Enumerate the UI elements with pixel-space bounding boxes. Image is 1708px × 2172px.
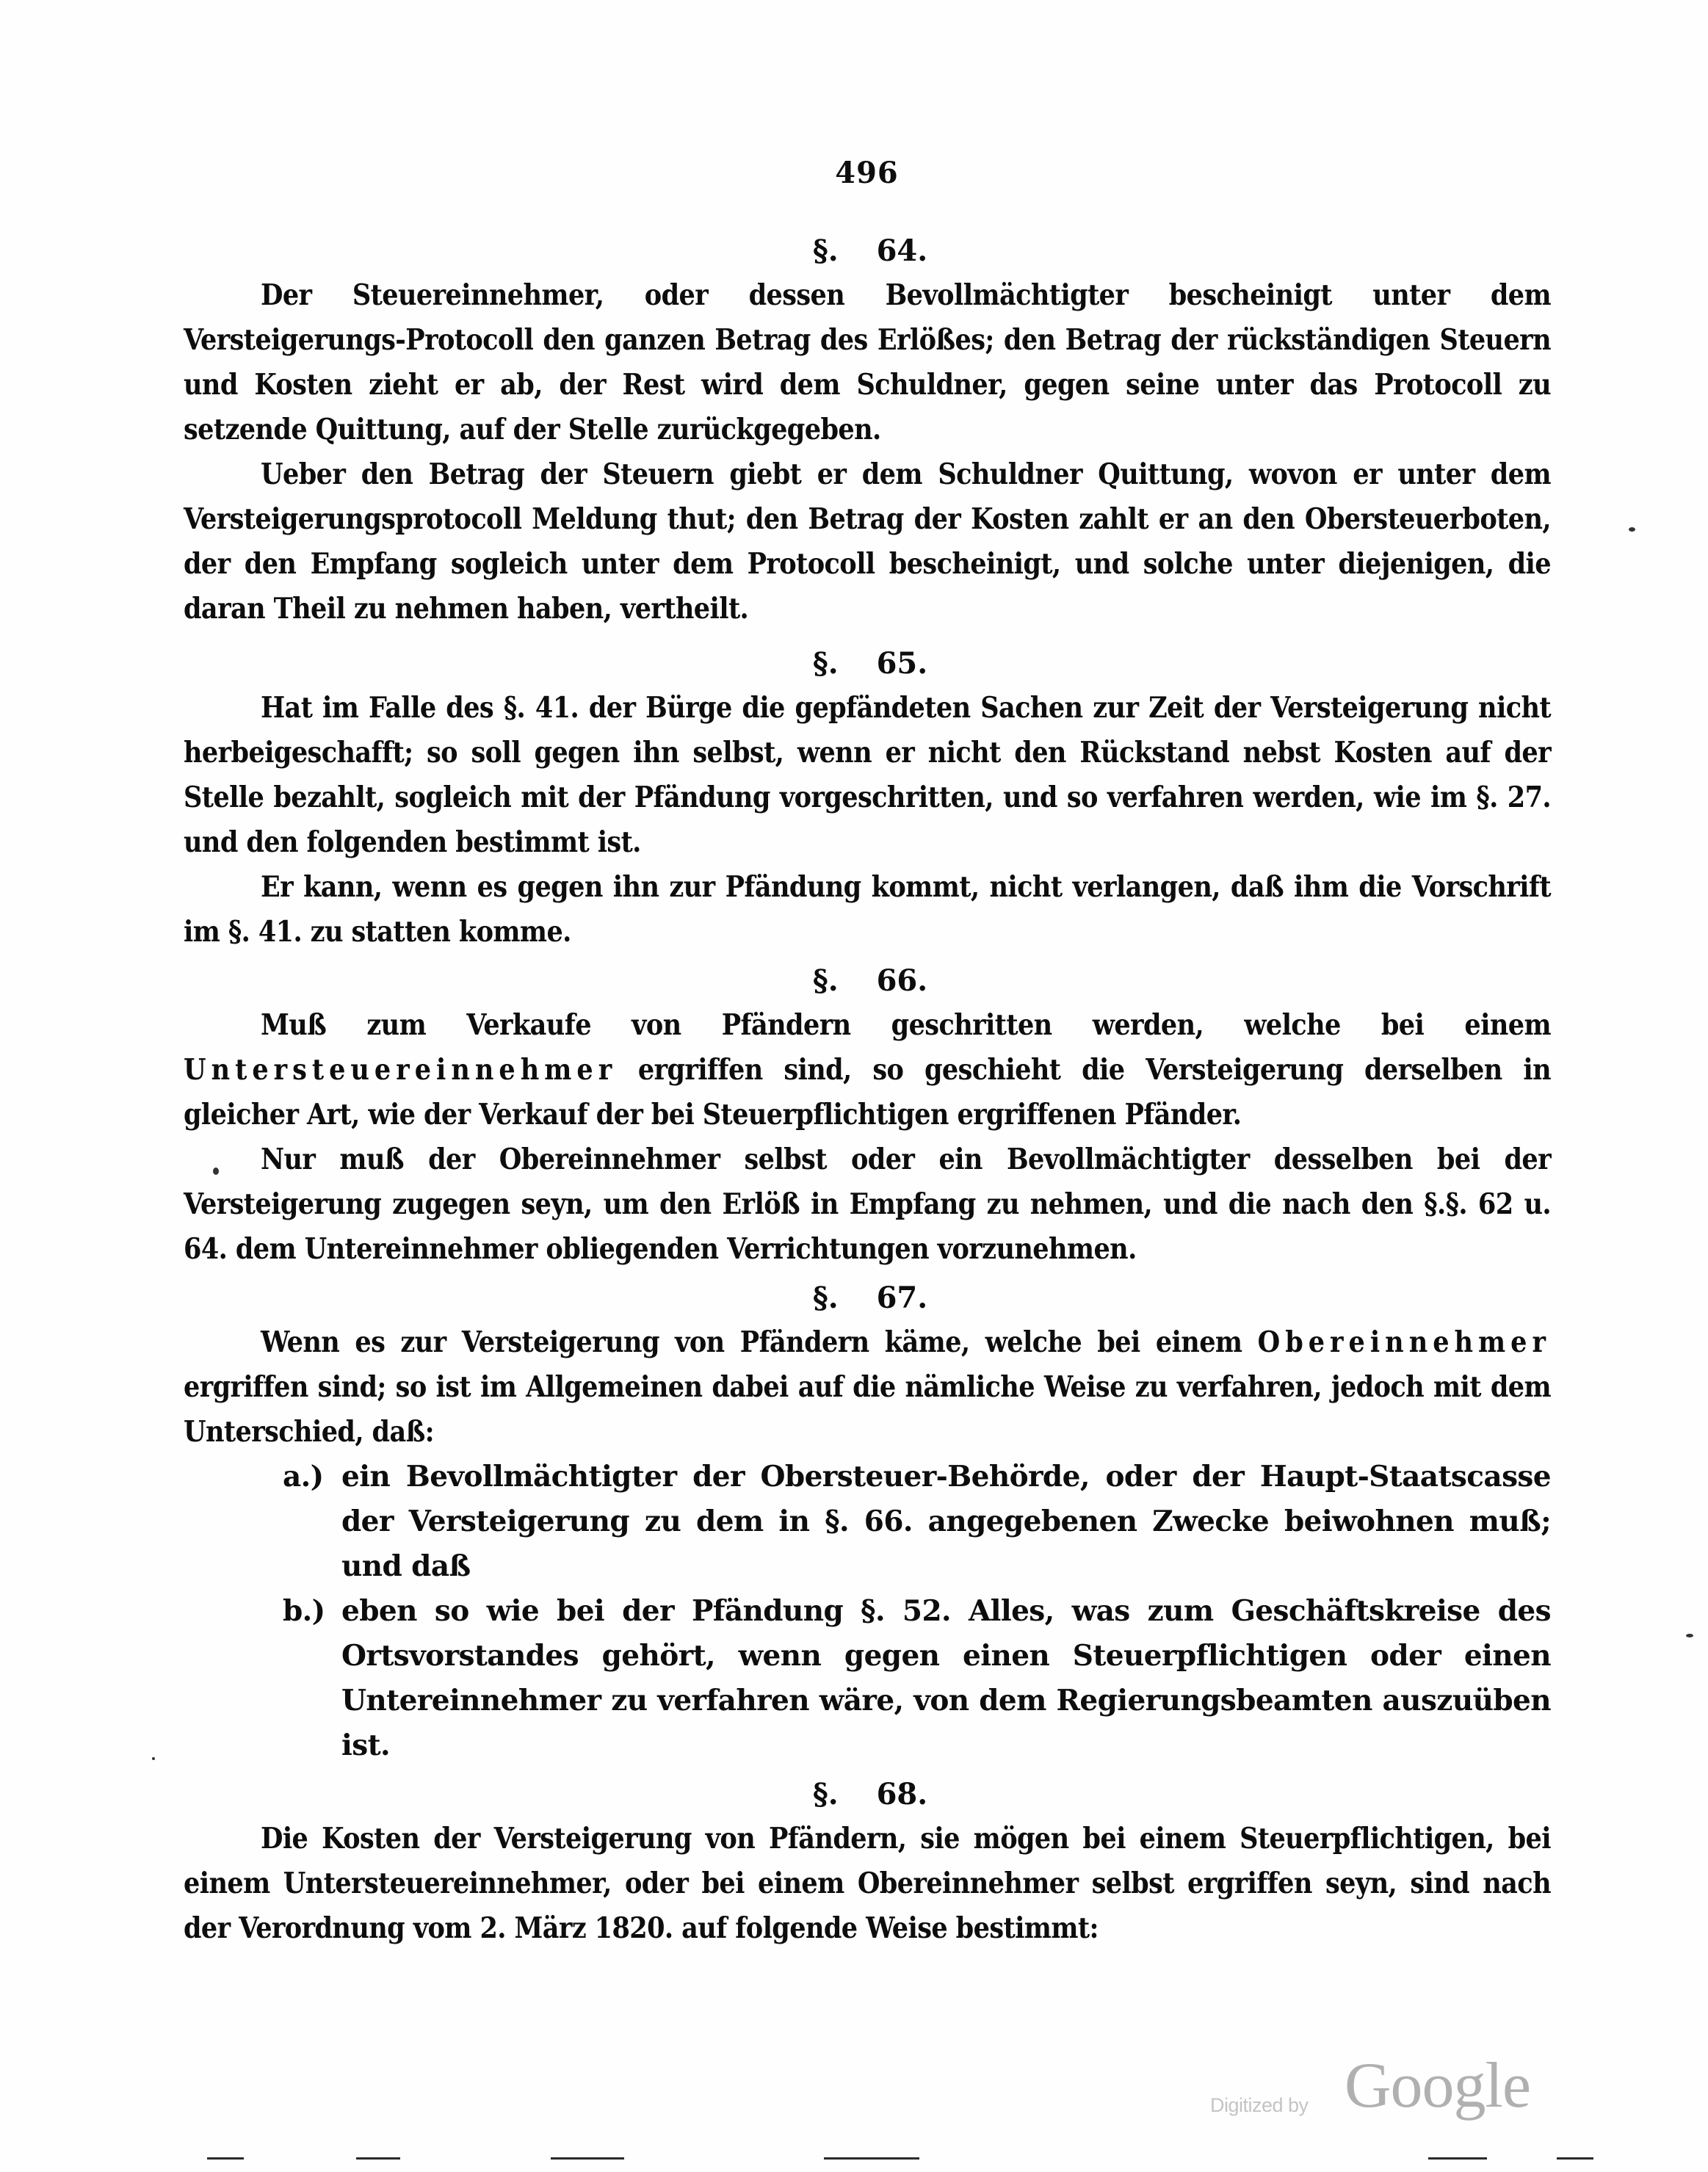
enumerated-list	[184, 1455, 1551, 1768]
scan-speck	[152, 1757, 155, 1760]
text-fragment	[1428, 2157, 1487, 2160]
paragraph	[184, 1320, 1551, 1455]
text-fragment	[356, 2157, 400, 2160]
text-run: ergriffen sind, so geschieht die Versteigerung derselben in gleicher Art, wie der Verkauf der bei Steuerpflichtigen ergriffenen Pfänder.	[184, 1053, 1551, 1132]
text-fragment	[824, 2157, 919, 2160]
paragraph: Hat im Falle des §. 41. der Bürge die gepfändeten Sachen zur Zeit der Versteigerung nicht herbeigeschafft; so soll gegen ihn selbst, wenn er nicht den Rückstand nebst Kosten auf der Stelle bezahlt, sogleich mit der Pfändung vorgeschritten, und so verfahren werden, wie im §. 27. und den folgenden bestimmt ist.	[184, 691, 1551, 859]
section-65	[184, 642, 1551, 955]
section-68	[184, 1773, 1551, 1951]
section-heading: §. 65.	[812, 646, 928, 681]
list-item-text: eben so wie bei der Pfändung §. 52. Alles, was zum Geschäftskreise des Ortsvorstandes gehört, wenn gegen einen Steuerpflichtigen oder einen Untereinnehmer zu verfahren wäre, von dem Regierungsbeamten auszuüben ist.	[341, 1594, 1551, 1762]
watermark-prefix: Digitized by	[1210, 2094, 1309, 2116]
list-marker: b.)	[283, 1594, 325, 1628]
section-66	[184, 959, 1551, 1272]
section-heading: §. 68.	[812, 1777, 928, 1811]
paragraph: Nur muß der Obereinnehmer selbst oder ein Bevollmächtigter desselben bei der Versteigerung zugegen seyn, um den Erlöß in Empfang zu nehmen, und die nach den §.§. 62 u. 64. dem Untereinnehmer obliegenden Verrichtungen vorzunehmen.	[184, 1143, 1551, 1266]
paragraph: Die Kosten der Versteigerung von Pfändern, sie mögen bei einem Steuerpflichtigen, bei einem Untersteuereinnehmer, oder bei einem Obereinnehmer selbst ergriffen seyn, sind nach der Verordnung vom 2. März 1820. auf folgende Weise bestimmt:	[184, 1822, 1551, 1945]
text-fragment	[551, 2157, 624, 2160]
paragraph	[184, 1003, 1551, 1137]
section-64	[184, 229, 1551, 631]
scan-speck	[1629, 527, 1635, 532]
list-item-a	[184, 1455, 1551, 1589]
digitized-by-google-watermark	[1210, 2049, 1548, 2129]
scan-speck	[1686, 1634, 1693, 1637]
section-67	[184, 1276, 1551, 1768]
text-run: Muß zum Verkaufe von Pfändern geschritten werden, welche bei einem	[261, 1008, 1551, 1042]
text-run: Wenn es zur Versteigerung von Pfändern käme, welche bei einem	[261, 1325, 1258, 1359]
cut-off-next-line	[0, 2157, 1708, 2162]
spacer	[184, 631, 1551, 642]
paragraph: Der Steuereinnehmer, oder dessen Bevollmächtigter bescheinigt unter dem Versteigerungs-Protocoll den ganzen Betrag des Erlößes; den Betrag der rückständigen Steuern und Kosten zieht er ab, der Rest wird dem Schuldner, gegen seine unter das Protocoll zu setzende Quittung, auf der Stelle zurückgegeben.	[184, 278, 1551, 446]
emphasized-term: Untersteuereinnehmer	[184, 1053, 618, 1087]
section-heading: §. 66.	[812, 963, 928, 998]
text-fragment	[1557, 2157, 1593, 2160]
paragraph: Er kann, wenn es gegen ihn zur Pfändung kommt, nicht verlangen, daß ihm die Vorschrift im §. 41. zu statten komme.	[184, 870, 1551, 949]
list-item-text: ein Bevollmächtigter der Obersteuer-Behörde, oder der Haupt-Staatscasse der Versteigerung zu dem in §. 66. angegebenen Zwecke beiwohnen muß; und daß	[341, 1460, 1551, 1583]
emphasized-term: Obereinnehmer	[1257, 1325, 1551, 1359]
section-heading: §. 64.	[812, 234, 928, 268]
page-number: 496	[835, 156, 899, 190]
text-run: ergriffen sind; so ist im Allgemeinen dabei auf die nämliche Weise zu verfahren, jedoch mit dem Unterschied, daß:	[184, 1370, 1551, 1449]
section-heading: §. 67.	[812, 1281, 928, 1315]
text-fragment	[207, 2157, 244, 2160]
google-logo: Google	[1345, 2050, 1531, 2121]
page-body	[184, 229, 1551, 1951]
list-marker: a.)	[283, 1460, 324, 1494]
paragraph: Ueber den Betrag der Steuern giebt er dem Schuldner Quittung, wovon er unter dem Versteigerungsprotocoll Meldung thut; den Betrag der Kosten zahlt er an den Obersteuerboten, der den Empfang sogleich unter dem Protocoll bescheinigt, und solche unter diejenigen, die daran Theil zu nehmen haben, vertheilt.	[184, 457, 1551, 626]
list-item-b	[184, 1589, 1551, 1768]
scan-speck	[213, 1168, 219, 1175]
